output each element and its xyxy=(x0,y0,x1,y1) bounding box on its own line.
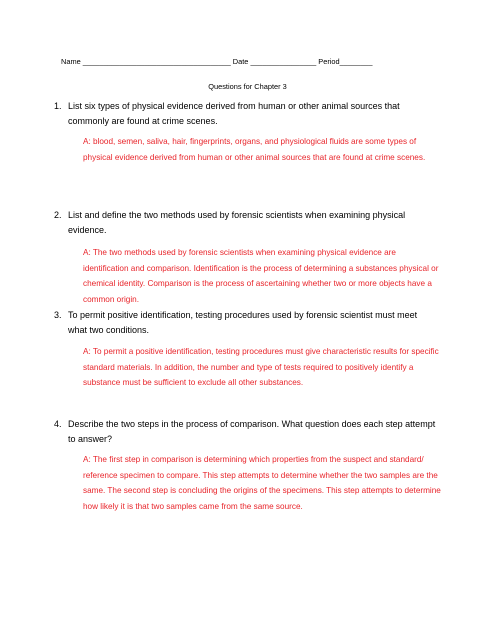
answer-1: A: blood, semen, saliva, hair, fingerprints, organs, and physiological fluids are some types of physical evidence derived from human or other animal sources that are found at crime scenes. xyxy=(83,137,426,162)
page-subtitle: Questions for Chapter 3 xyxy=(208,82,287,91)
name-date-period-line: Name ____________________________________ Date ________________ Period________ xyxy=(61,57,373,66)
question-text: List and define the two methods used by forensic scientists when examining physical evidence. xyxy=(68,210,406,235)
answer-4: A: The first step in comparison is determining which properties from the suspect and standard/ reference specimen to compare. This step attempts to determine whether the two samples are the same. The second step is concluding the origins of the specimens. This step attempts to determine how likely it is that two samples came from the same source. xyxy=(83,455,441,511)
question-text: List six types of physical evidence derived from human or other animal sources that commonly are found at crime scenes. xyxy=(68,101,400,126)
answer-2: A: The two methods used by forensic scientists when examining physical evidence are identification and comparison. Identification is the process of determining a substances physical or chemical identity. Comparison is the process of ascertaining whether two or more objects have a common origin. xyxy=(83,248,439,304)
question-text: To permit positive identification, testing procedures used by forensic scientist must meet what two conditions. xyxy=(68,310,418,335)
question-4 xyxy=(54,417,436,447)
question-number: 2. xyxy=(54,210,62,220)
question-number: 3. xyxy=(54,310,62,320)
answer-3: A: To permit a positive identification, testing procedures must give characteristic results for specific standard materials. In addition, the number and type of tests required to positively identify a substance must be sufficient to exclude all other substances. xyxy=(83,347,439,387)
question-number: 1. xyxy=(54,101,62,111)
question-1 xyxy=(54,99,436,129)
question-number: 4. xyxy=(54,419,62,429)
question-text: Describe the two steps in the process of comparison. What question does each step attempt to answer? xyxy=(68,419,436,444)
question-3 xyxy=(54,308,436,338)
question-2 xyxy=(54,208,436,238)
